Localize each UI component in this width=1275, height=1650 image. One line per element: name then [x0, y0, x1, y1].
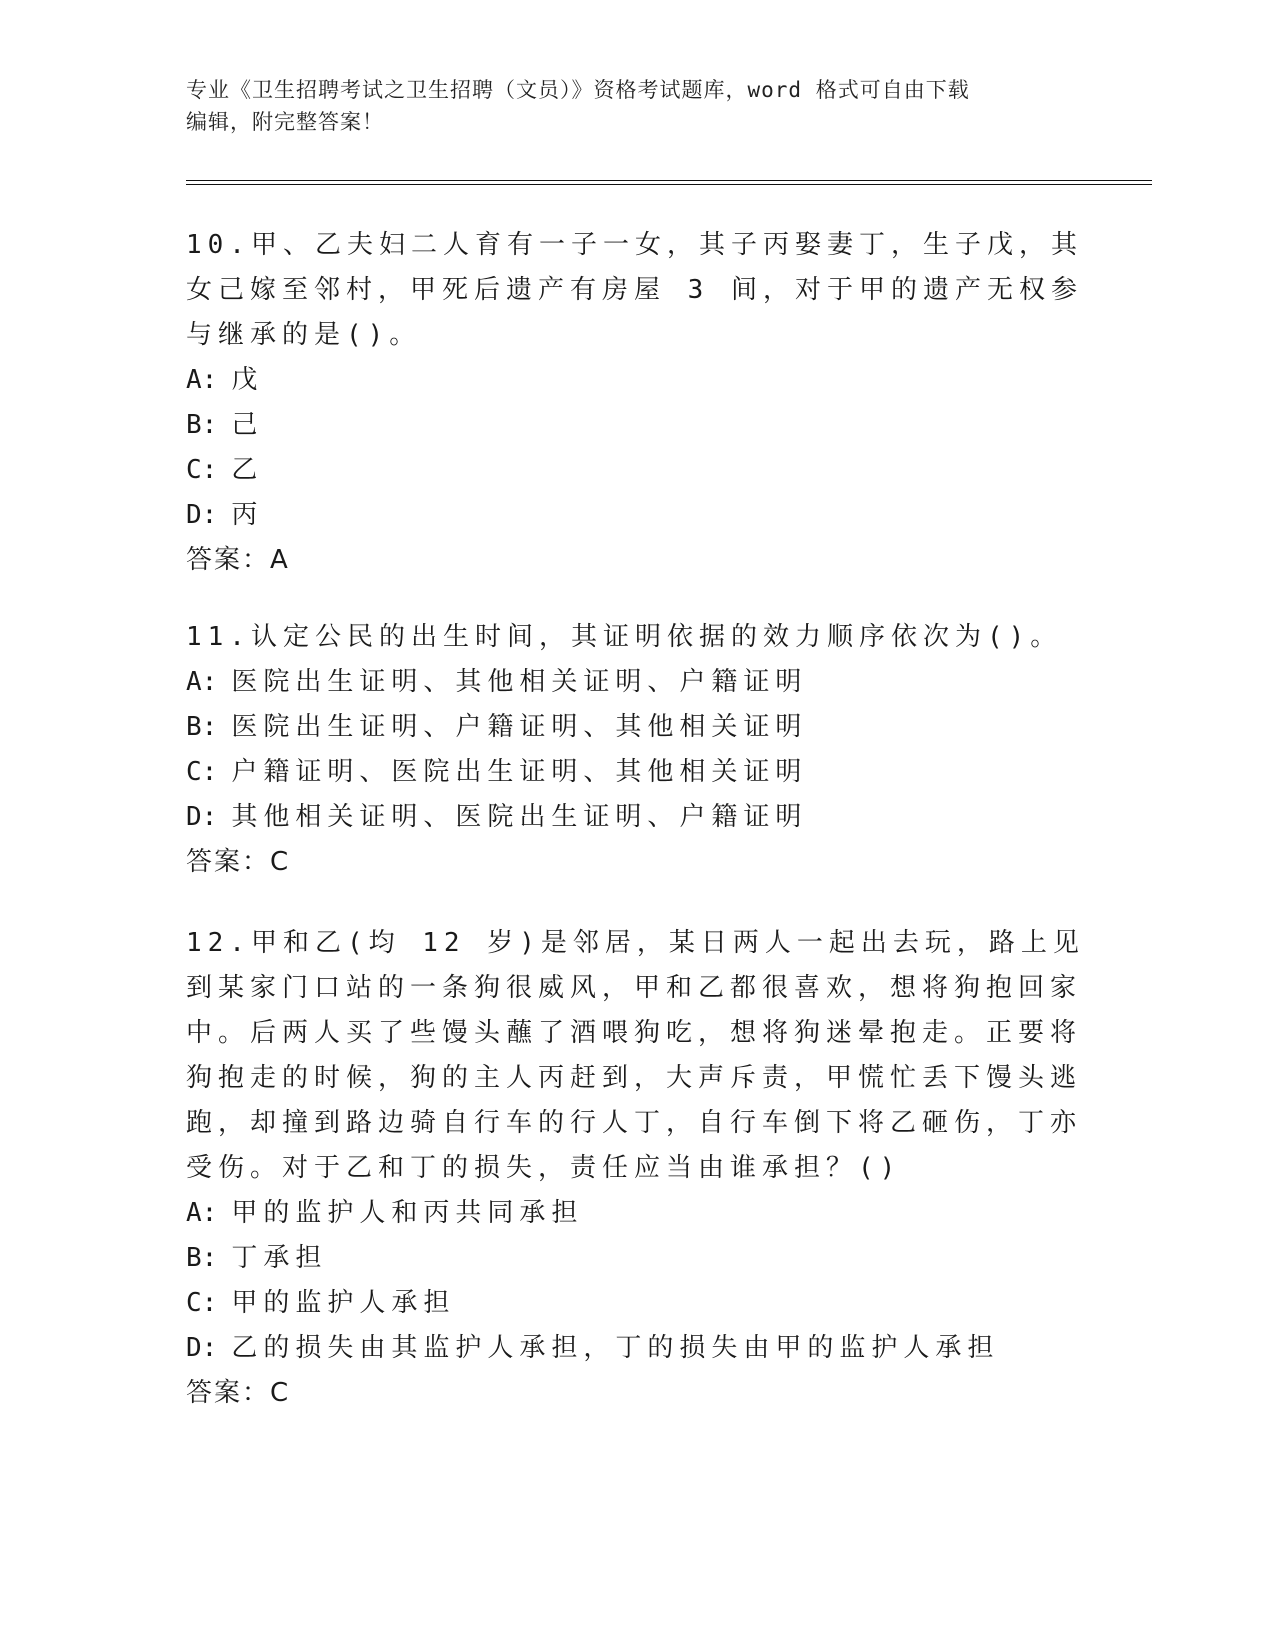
header-divider-top: [186, 180, 1152, 181]
question-text: 11.认定公民的出生时间，其证明依据的效力顺序依次为()。: [186, 622, 1063, 652]
header-line-1: 专业《卫生招聘考试之卫生招聘（文员）》资格考试题库，word 格式可自由下载: [186, 78, 970, 102]
header-line-2: 编辑，附完整答案！: [186, 110, 384, 134]
question-11: [186, 615, 1086, 885]
header-divider-bottom: [186, 184, 1152, 185]
answer: 答案：C: [186, 1378, 291, 1408]
document-header: [186, 74, 1086, 138]
option-d: D: 丙: [186, 500, 264, 530]
answer: 答案：C: [186, 847, 291, 877]
question-text: 12.甲和乙(均 12 岁)是邻居，某日两人一起出去玩，路上见到某家门口站的一条狗很威风，甲和乙都很喜欢，想将狗抱回家中。后两人买了些馒头蘸了酒喂狗吃，想将狗迷晕抱走。正要将狗抱走的时候，狗的主人丙赶到，大声斥责，甲慌忙丢下馒头逃跑，却撞到路边骑自行车的行人丁，自行车倒下将乙砸伤，丁亦受伤。对于乙和丁的损失，责任应当由谁承担？(): [186, 928, 1085, 1183]
option-a: A: 甲的监护人和丙共同承担: [186, 1198, 584, 1228]
option-a: A: 医院出生证明、其他相关证明、户籍证明: [186, 667, 808, 697]
option-b: B: 己: [186, 410, 264, 440]
option-d: D: 乙的损失由其监护人承担，丁的损失由甲的监护人承担: [186, 1333, 1000, 1363]
answer: 答案：A: [186, 545, 290, 575]
question-12: [186, 921, 1086, 1416]
option-c: C: 甲的监护人承担: [186, 1288, 456, 1318]
question-text: 10.甲、乙夫妇二人育有一子一女，其子丙娶妻丁，生子戊，其女己嫁至邻村，甲死后遗产有房屋 3 间，对于甲的遗产无权参与继承的是()。: [186, 230, 1083, 350]
option-b: B: 丁承担: [186, 1243, 328, 1273]
option-a: A: 戊: [186, 365, 264, 395]
option-c: C: 乙: [186, 455, 264, 485]
option-b: B: 医院出生证明、户籍证明、其他相关证明: [186, 712, 808, 742]
option-c: C: 户籍证明、医院出生证明、其他相关证明: [186, 757, 808, 787]
question-10: [186, 223, 1086, 583]
option-d: D: 其他相关证明、医院出生证明、户籍证明: [186, 802, 808, 832]
